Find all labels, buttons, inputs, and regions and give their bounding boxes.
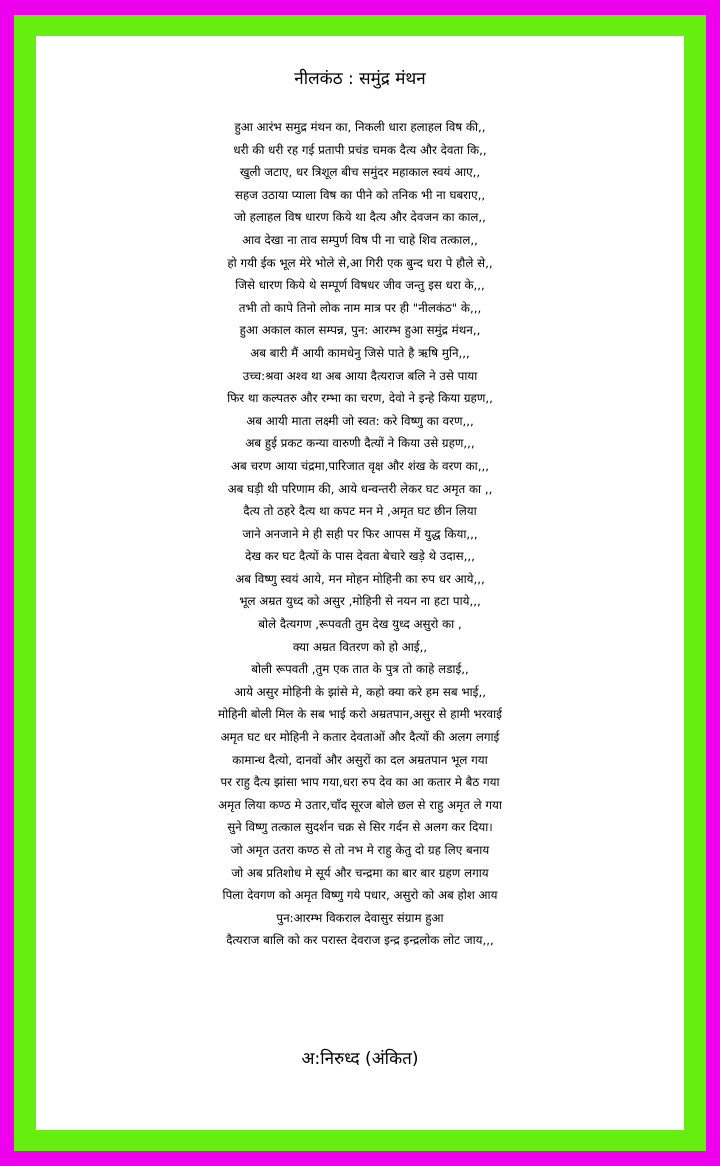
poem-line: अब हुई प्रकट कन्या वारुणी दैत्यों ने किया उसे ग्रहण,,, (245, 436, 475, 451)
poem-line: खुली जटाए, धर त्रिशूल बीच समुंदर महाकाल स्वयं आए,, (239, 165, 481, 180)
poem-line: दैत्य तो ठहरे दैत्य था कपट मन मे ,अमृत घट छीन लिया (243, 504, 477, 519)
poem-line: हो गयी ईक भूल मेरे भोले से,आ गिरी एक बुन्द धरा पे हौले से,, (227, 255, 493, 270)
poem-line: बोले दैत्यगण ,रूपवती तुम देख युध्द असुरो का , (258, 617, 462, 632)
poem-line: सहज उठाया प्याला विष का पीने को तनिक भी ना घबराए,, (234, 187, 486, 202)
poem-line: हुआ आरंभ समुद्र मंथन का, निकली धारा हलाहल विष की,, (234, 120, 486, 134)
poem-line: पर राहु दैत्य झांसा भाप गया,धरा रुप देव का आ कतार मे बैठ गया (220, 775, 500, 790)
poem-line: अब चरण आया चंद्रमा,पारिजात वृक्ष और शंख के वरण का,,, (230, 458, 489, 473)
poem-title: नीलकंठ : समुंद्र मंथन (294, 69, 426, 89)
poem-line: जाने अनजाने मे ही सही पर फिर आपस में युद्ध किया,,, (242, 526, 478, 541)
poem-line: अब आयी माता लक्ष्मी जो स्वत: करे विष्णु का वरण,,, (246, 413, 474, 428)
poem-line: कामान्ध दैत्यो, दानवों और असुरों का दल अम्रतपान भूल गया (232, 752, 488, 767)
poem-body (36, 116, 684, 952)
poem-line: दैत्यराज बालि को कर परास्त देवराज इन्द्र इन्द्रलोक लोट जाय,,, (226, 933, 494, 948)
poem-line: भूल अम्रत युध्द को असुर ,मोहिनी से नयन ना हटा पाये,,, (239, 594, 481, 609)
poem-line: अमृत घट धर मोहिनी ने कतार देवताओं और दैत्यों की अलग लगाई (220, 730, 500, 745)
poem-line: अब घड़ी थी परिणाम की, आये धन्वन्तरी लेकर घट अमृत का ,, (227, 481, 493, 496)
poem-line: जो हलाहल विष धारण किये था दैत्य और देवजन का काल,, (234, 210, 486, 225)
poem-page (36, 36, 684, 1130)
poem-line: उच्च:श्रवा अश्व था अब आया दैत्यराज बलि ने उसे पाया (242, 368, 478, 383)
poem-line: आव देखा ना ताव सम्पुर्ण विष पी ना चाहे शिव तत्काल,, (242, 232, 478, 247)
poem-line: जिसे धारण किये थे सम्पूर्ण विषधर जीव जन्तु इस धरा के,,, (235, 278, 485, 293)
poem-line: फिर था कल्पतरु और रम्भा का चरण, देवो ने इन्हे किया ग्रहण,, (227, 391, 493, 406)
poem-line: अब बारी मैं आयी कामधेनु जिसे पाते है ऋषि मुनि,,, (250, 345, 470, 360)
poem-line: जो अब प्रतिशोध मे सूर्य और चन्द्रमा का बार बार ग्रहण लगाय (231, 865, 489, 880)
poem-line: तभी तो कापे तिनो लोक नाम मात्र पर ही "नीलकंठ" के,,, (238, 300, 482, 315)
poem-line: हुआ अकाल काल सम्पन्न, पुन: आरम्भ हुआ समुंद्र मंथन,, (239, 323, 481, 338)
poem-line: सुने विष्णु तत्काल सुदर्शन चक्र से सिर गर्दन से अलग कर दिया। (227, 820, 493, 835)
poem-line: बोली रूपवती ,तुम एक तात के पुत्र तो काहे लडाई,, (251, 662, 469, 677)
poem-line: धरी की धरी रह गई प्रतापी प्रचंड चमक दैत्य और देवता कि,, (233, 142, 487, 157)
poem-line: मोहिनी बोली मिल के सब भाई करो अम्रतपान,असुर से हामी भरवाई (218, 707, 502, 722)
poem-line: आये असुर मोहिनी के झांसे मे, कहो क्या करे हम सब भाई,, (234, 684, 486, 699)
poem-line: पिला देवगण को अमृत विष्णु गये पधार, असुरो को अब होश आय (222, 888, 498, 903)
poem-line: देख कर घट दैत्यों के पास देवता बेचारे खड़े थे उदास,,, (245, 549, 475, 564)
poem-line: जो अमृत उतरा कण्ठ से तो नभ मे राहु केतु दो ग्रह लिए बनाय (230, 843, 490, 857)
poem-line: अब विष्णु स्वयं आये, मन मोहन मोहिनी का रुप धर आये,,, (235, 571, 485, 586)
poem-author: अ:निरुध्द (अंकित) (301, 1049, 419, 1069)
poem-line: पुन:आरम्भ विकराल देवासुर संग्राम हुआ (276, 910, 444, 925)
poem-line: अमृत लिया कण्ठ मे उतार,चाँद सूरज बोले छल से राहु अमृत ले गया (218, 797, 502, 812)
poem-line: क्या अम्रत वितरण को हो आई,, (292, 639, 428, 654)
